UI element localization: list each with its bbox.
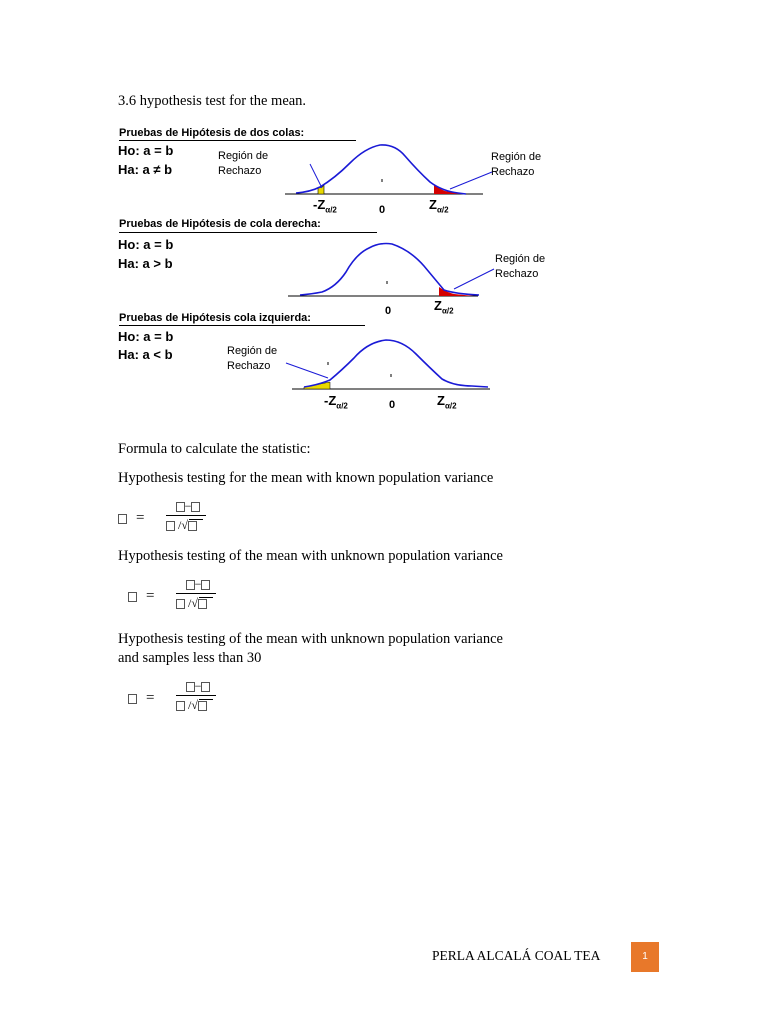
z-statistic-formula: = − /√ xyxy=(118,500,258,544)
section-unknown-variance: Hypothesis testing of the mean with unknown population variance xyxy=(118,548,503,564)
section-known-variance: Hypothesis testing for the mean with known population variance xyxy=(118,470,494,486)
right-pointer-line xyxy=(450,172,492,189)
left-pointer-line xyxy=(310,164,322,188)
null-hypothesis: Ho: a = b xyxy=(118,237,174,252)
left-tailed-distribution-diagram xyxy=(284,332,500,396)
rejection-region-right-label: Región de Rechazo xyxy=(495,253,546,280)
left-tail-area xyxy=(304,382,330,389)
right-tailed-distribution-diagram xyxy=(284,232,500,300)
footer-author: PERLA ALCALÁ COAL TEA xyxy=(432,948,601,963)
tick-right-critical: $Z_{\alpha/2}$ xyxy=(434,298,454,316)
panel-heading: Pruebas de Hipótesis de dos colas: xyxy=(119,127,305,139)
two-tailed-distribution-diagram xyxy=(280,138,500,202)
page-title: 3.6 hypothesis test for the mean. xyxy=(118,93,307,109)
normal-curve xyxy=(300,244,479,296)
rejection-region-right-label: Región de Rechazo xyxy=(491,151,542,178)
formula-heading: Formula to calculate the statistic: xyxy=(118,441,311,457)
tick-left-critical: $-Z_{\alpha/2}$ xyxy=(313,197,337,215)
missing-glyph xyxy=(128,694,137,704)
section-small-samples-line2: and samples less than 30 xyxy=(118,650,262,666)
right-pointer-line xyxy=(454,269,494,289)
tick-right-critical: $Z_{\alpha/2}$ xyxy=(429,197,449,215)
heading-underline xyxy=(119,325,365,326)
rejection-region-left-label: Región de Rechazo xyxy=(218,150,269,177)
tick-zero: 0 xyxy=(389,399,396,411)
tick-left-critical: $-Z_{\alpha/2}$ xyxy=(324,393,348,411)
tick-zero: 0 xyxy=(379,204,386,216)
null-hypothesis: Ho: a = b xyxy=(118,329,174,344)
alternative-hypothesis: Ha: a > b xyxy=(118,256,173,271)
t-statistic-formula: = − /√ xyxy=(128,578,268,622)
panel-heading: Pruebas de Hipótesis de cola derecha: xyxy=(119,218,321,230)
rejection-region-left-label: Región de Rechazo xyxy=(227,345,278,372)
alternative-hypothesis: Ha: a ≠ b xyxy=(118,162,173,177)
missing-glyph xyxy=(118,514,127,524)
panel-heading: Pruebas de Hipótesis cola izquierda: xyxy=(119,312,311,324)
tick-zero: 0 xyxy=(385,305,392,317)
section-small-samples-line1: Hypothesis testing of the mean with unknown population variance xyxy=(118,631,503,647)
normal-curve xyxy=(304,340,488,387)
page-number-badge: 1 xyxy=(631,942,659,972)
null-hypothesis: Ho: a = b xyxy=(118,143,174,158)
left-pointer-line xyxy=(286,363,328,378)
alternative-hypothesis: Ha: a < b xyxy=(118,347,173,362)
t-statistic-small-sample-formula: = − /√ xyxy=(128,680,268,724)
tick-right-critical: $Z_{\alpha/2}$ xyxy=(437,393,457,411)
missing-glyph xyxy=(128,592,137,602)
